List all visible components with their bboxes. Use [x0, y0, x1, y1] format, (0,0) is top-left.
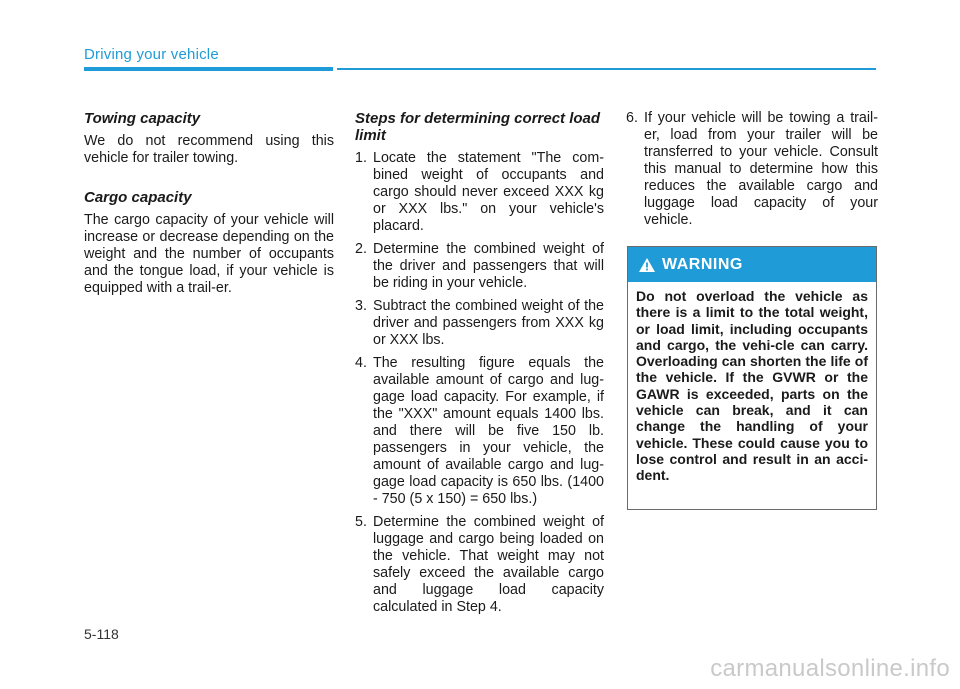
- cargo-capacity-text: The cargo capacity of your vehicle will increase or decrease depending on the weight and the number of occupants and the tongue load, if your vehicle is equipped with a trail-er.: [84, 212, 334, 296]
- list-item: [355, 514, 604, 616]
- warning-triangle-icon: [638, 257, 656, 273]
- step-number: 3.: [355, 298, 367, 314]
- list-item: [355, 298, 604, 349]
- step-text: If your vehicle will be towing a trail-er, load from your trailer will be transferred to your vehicle. Consult this manual to determine how this reduces the available cargo and luggage load capacity of your vehicle.: [644, 110, 878, 228]
- list-item: [355, 150, 604, 235]
- watermark: carmanualsonline.info: [710, 655, 950, 682]
- header-rule-thin: [337, 68, 876, 70]
- step-number: 5.: [355, 514, 367, 530]
- step-number: 6.: [626, 110, 638, 126]
- step-number: 2.: [355, 241, 367, 257]
- section-title: Driving your vehicle: [84, 46, 219, 63]
- step-text: Determine the combined weight of the driver and passengers that will be riding in your vehicle.: [373, 241, 604, 291]
- list-item: [355, 355, 604, 508]
- warning-title: WARNING: [662, 255, 743, 273]
- header-rule-thick: [84, 67, 333, 71]
- load-limit-steps-continued: [626, 110, 878, 229]
- page-number: 5-118: [84, 626, 119, 642]
- step-text: The resulting figure equals the available amount of cargo and lug-gage load capacity. For example, if the "XXX" amount equals 1400 lbs. and there will be five 150 lb. passengers in your vehicle, the amount of available cargo and lug-gage load capacity is 650 lbs. (1400 - 750 (5 x 150) = 650 lbs.): [373, 355, 604, 507]
- step-number: 4.: [355, 355, 367, 371]
- column-middle: [355, 110, 604, 622]
- list-item: [355, 241, 604, 292]
- step-number: 1.: [355, 150, 367, 166]
- towing-capacity-heading: Towing capacity: [84, 110, 201, 127]
- list-item: [626, 110, 878, 229]
- warning-text: Do not overload the vehicle as there is a limit to the total weight, or load limit, including occupants and cargo, the vehi-cle can carry. Overloading can shorten the life of the vehicle. If the GVWR or the GAWR is exceeded, parts on the vehicle can break, and it can change the handling of your vehicle. These could cause you to lose control and result in an acci-dent.: [636, 288, 868, 484]
- warning-header: [628, 247, 876, 282]
- load-limit-heading: Steps for determining correct load limit: [355, 110, 601, 144]
- warning-box: [627, 246, 877, 510]
- step-text: Locate the statement "The com-bined weight of occupants and cargo should never exceed XXX kg or XXX lbs." on your vehicle's placard.: [373, 150, 604, 234]
- step-text: Subtract the combined weight of the driver and passengers from XXX kg or XXX lbs.: [373, 298, 604, 348]
- step-text: Determine the combined weight of luggage and cargo being loaded on the vehicle. That weight may not safely exceed the available cargo and luggage load capacity calculated in Step 4.: [373, 514, 604, 615]
- column-left: [84, 110, 334, 297]
- cargo-capacity-heading: Cargo capacity: [84, 189, 192, 206]
- load-limit-steps: [355, 150, 604, 616]
- column-right: [626, 110, 878, 235]
- towing-capacity-text: We do not recommend using this vehicle for trailer towing.: [84, 133, 334, 166]
